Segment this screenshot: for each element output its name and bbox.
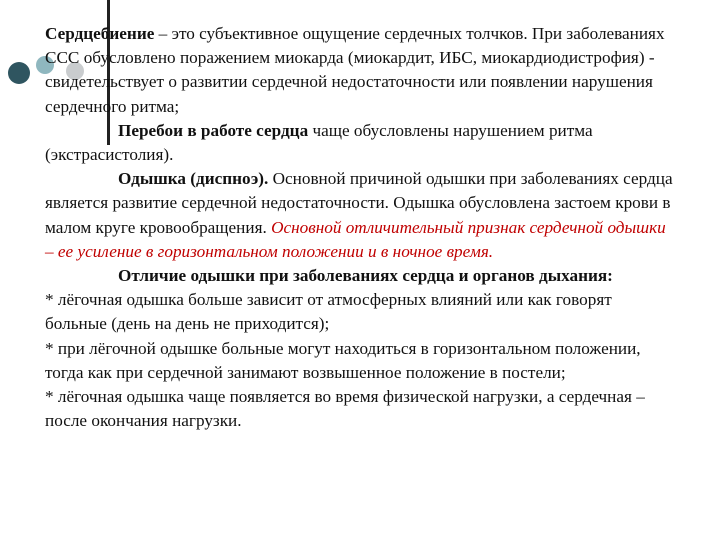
term-interruptions: Перебои в работе сердца bbox=[118, 120, 309, 140]
paragraph-palpitation bbox=[45, 22, 675, 119]
term-palpitation: Сердцебиение bbox=[45, 24, 155, 43]
paragraph-difference-heading bbox=[45, 264, 675, 288]
palpitation-text: – это субъективное ощущение сердечных толчков. При заболеваниях ССС обусловлено поражением миокарда (миокардит, ИБС, миокардиодистрофия) - свидетельствует о развитии сердечной недостаточности или появлении нарушения сердечного ритма; bbox=[45, 24, 665, 116]
bullet-item-2: * при лёгочной одышке больные могут находиться в горизонтальном положении, тогда как при сердечной занимают возвышенное положение в постели; bbox=[45, 338, 641, 382]
term-dyspnea: Одышка (диспноэ). bbox=[118, 169, 269, 189]
bullet-item-1: * лёгочная одышка больше зависит от атмосферных влияний или как говорят больные (день на день не приходится); bbox=[45, 290, 612, 334]
bullet-item-3: * лёгочная одышка чаще появляется во время физической нагрузки, а сердечная – после окончания нагрузки. bbox=[45, 387, 645, 431]
paragraph-interruptions bbox=[45, 119, 675, 167]
slide-text bbox=[45, 22, 675, 433]
paragraph-dyspnea bbox=[45, 167, 675, 264]
dyspnea-key-sign: Основной отличительный признак сердечной одышки – ее усиление в горизонтальном положении и в ночное время. bbox=[45, 217, 666, 261]
decorative-dot-dark bbox=[8, 62, 30, 84]
dyspnea-text: Основной причиной одышки при заболеваниях сердца является развитие сердечной недостаточности. Одышка обусловлена застоем крови в малом круге кровообращения. bbox=[45, 169, 673, 237]
difference-heading: Отличие одышки при заболеваниях сердца и органов дыхания: bbox=[118, 266, 613, 286]
interruptions-text: чаще обусловлены нарушением ритма (экстрасистолия). bbox=[45, 120, 593, 165]
